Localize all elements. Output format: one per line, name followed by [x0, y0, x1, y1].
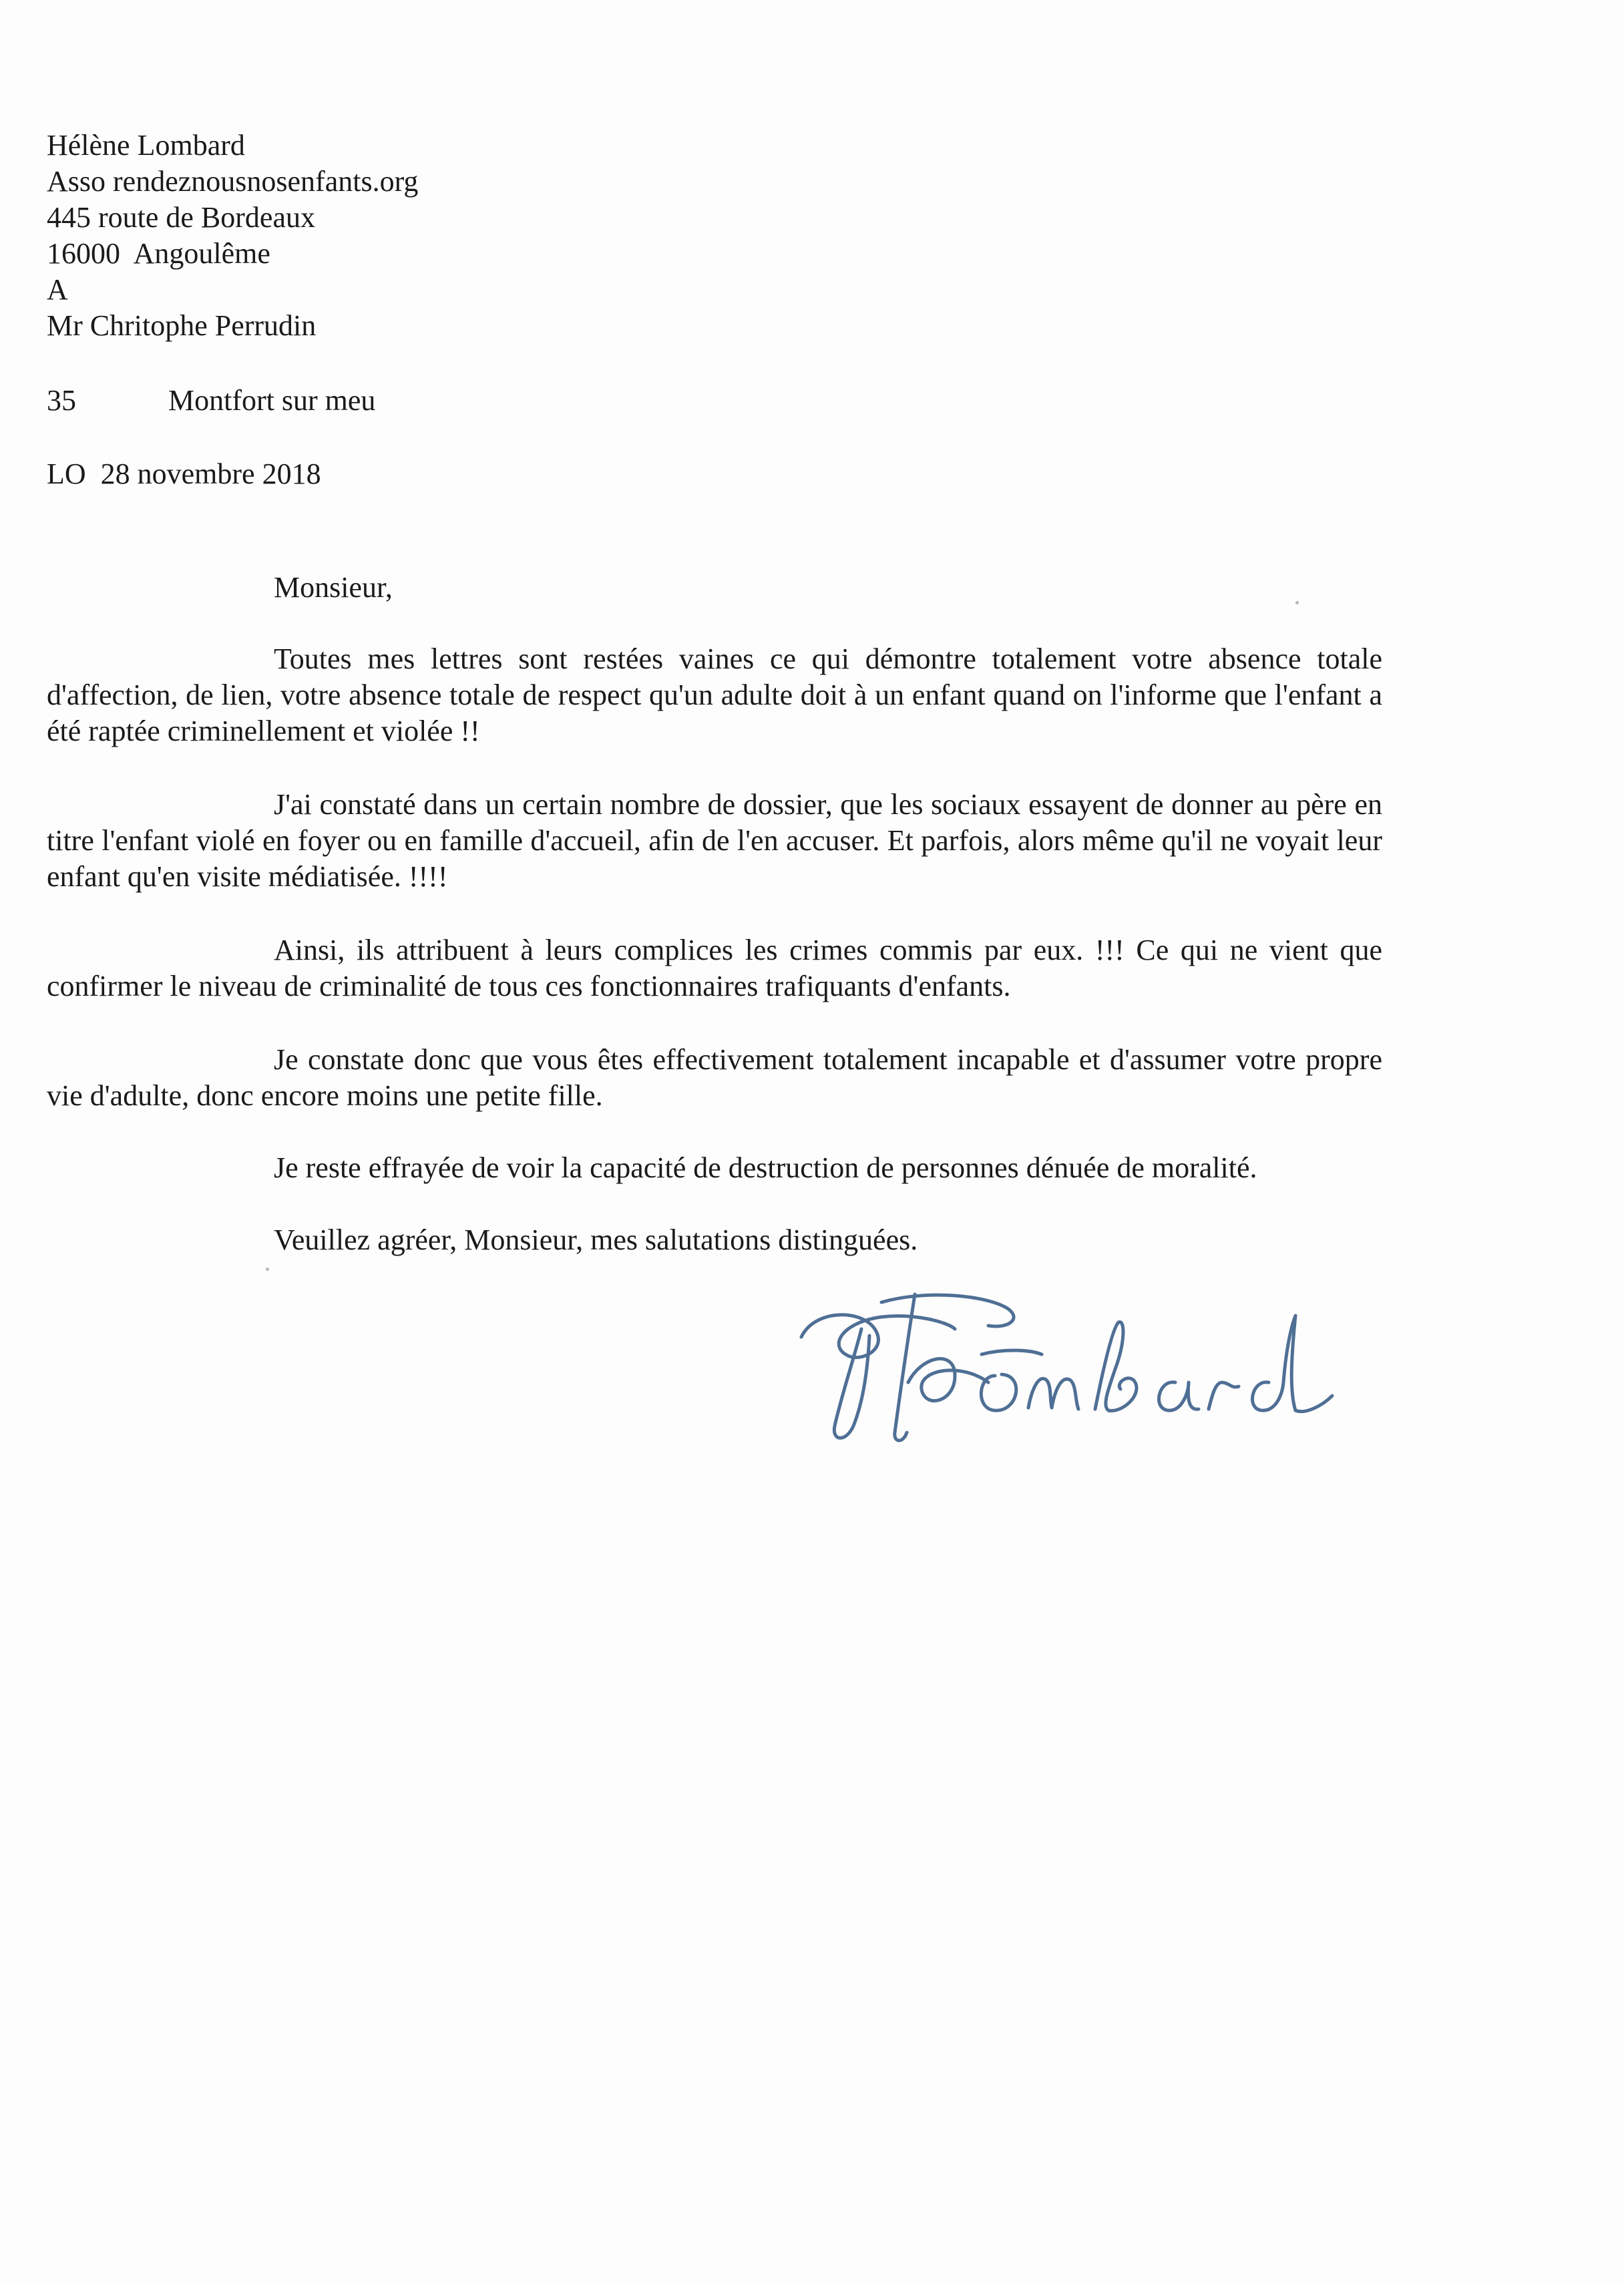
paragraph-2: J'ai constaté dans un certain nombre de dossier, que les sociaux essayent de donner au père en titre l'enfant violé en foyer ou en famille d'accueil, afin de l'en accuser. Et parfois, alors même qu'il ne voyait leur enfant qu'en visite médiatisée. !!!!	[47, 788, 1382, 893]
sender-organization: Asso rendeznousnosenfants.org	[47, 165, 419, 198]
sender-city: 16000 Angoulême	[47, 237, 270, 270]
closing-formula: Veuillez agréer, Monsieur, mes salutations distinguées.	[274, 1223, 918, 1256]
recipient-town: Montfort sur meu	[168, 384, 376, 417]
paragraph-4: Je constate donc que vous êtes effectivement totalement incapable et d'assumer votre propre vie d'adulte, donc encore moins une petite fille.	[47, 1043, 1382, 1112]
sender-street: 445 route de Bordeaux	[47, 201, 315, 234]
recipient-name: Mr Chritophe Perrudin	[47, 309, 317, 342]
sender-name: Hélène Lombard	[47, 129, 245, 162]
paragraph-5: Je reste effrayée de voir la capacité de destruction de personnes dénuée de moralité.	[274, 1151, 1257, 1184]
date-line: LO 28 novembre 2018	[47, 457, 321, 490]
scan-speck	[266, 1268, 269, 1271]
salutation: Monsieur,	[274, 571, 393, 604]
paragraph-1: Toutes mes lettres sont restées vaines ce qui démontre totalement votre absence totale d'affection, de lien, votre absence totale de respect qu'un adulte doit à un enfant quand on l'informe que l'enfant a été raptée criminellement et violée !!	[47, 642, 1382, 747]
paragraph-3: Ainsi, ils attribuent à leurs complices les crimes commis par eux. !!! Ce qui ne vient que confirmer le niveau de criminalité de tous ces fonctionnaires trafiquants d'enfants.	[47, 934, 1382, 1002]
handwritten-signature	[788, 1282, 1336, 1456]
recipient-prefix: A	[47, 273, 68, 306]
scan-speck	[1295, 601, 1299, 604]
recipient-postcode: 35	[47, 384, 76, 417]
